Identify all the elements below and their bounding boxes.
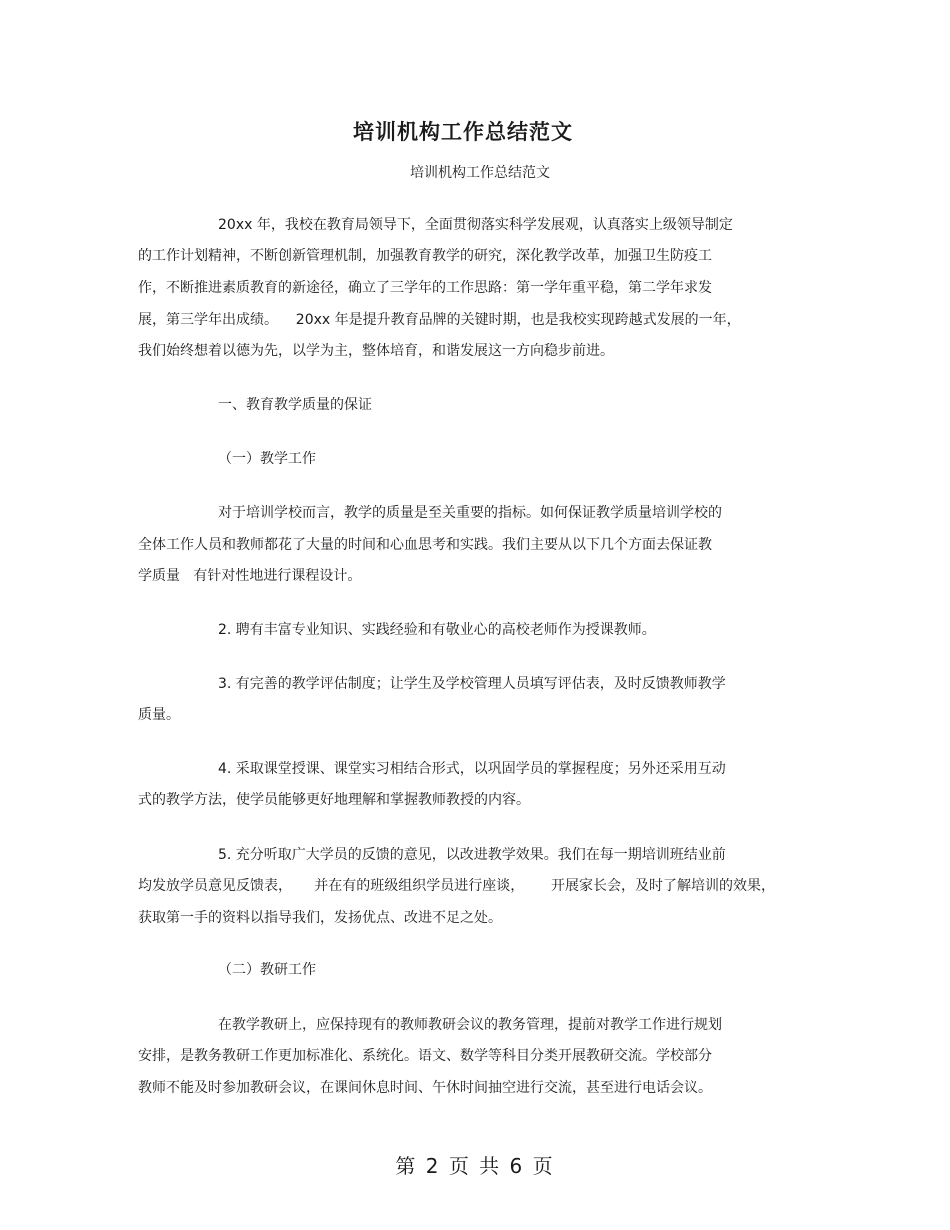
subsection-heading: （二）教研工作	[218, 962, 316, 978]
list-item: 3. 有完善的教学评估制度；让学生及学校管理人员填写评估表，及时反馈教师教学	[218, 676, 726, 692]
paragraph-line: 对于培训学校而言，教学的质量是至关重要的指标。如何保证教学质量培训学校的	[218, 505, 722, 521]
paragraph-line: 全体工作人员和教师都花了大量的时间和心血思考和实践。我们主要从以下几个方面去保证教	[138, 537, 712, 553]
list-item-continuation: 均发放学员意见反馈表， 并在有的班级组织学员进行座谈， 开展家长会，及时了解培训的效果，	[138, 878, 775, 894]
list-item: 2. 聘有丰富专业知识、实践经验和有敬业心的高校老师作为授课教师。	[218, 622, 656, 638]
list-item: 4. 采取课堂授课、课堂实习相结合形式，以巩固学员的掌握程度；另外还采用互动	[218, 761, 726, 777]
subsection-heading: （一）教学工作	[218, 451, 316, 467]
document-subtitle: 培训机构工作总结范文	[410, 165, 550, 181]
section-heading: 一、教育教学质量的保证	[218, 397, 372, 413]
list-item-continuation: 质量。	[138, 707, 180, 723]
paragraph-line: 在教学教研上，应保持现有的教师教研会议的教务管理，提前对教学工作进行规划	[218, 1017, 722, 1033]
paragraph-line: 的工作计划精神，不断创新管理机制，加强教育教学的研究，深化教学改革，加强卫生防疫工	[138, 248, 712, 264]
page-number: 第 2 页 共 6 页	[395, 1154, 555, 1178]
paragraph-line: 20xx 年，我校在教育局领导下，全面贯彻落实科学发展观，认真落实上级领导制定	[218, 217, 733, 233]
paragraph-line: 学质量 有针对性地进行课程设计。	[138, 568, 362, 584]
list-item: 5. 充分听取广大学员的反馈的意见，以改进教学效果。我们在每一期培训班结业前	[218, 847, 726, 863]
document-title: 培训机构工作总结范文	[353, 120, 573, 144]
paragraph-line: 教师不能及时参加教研会议，在课间休息时间、午休时间抽空进行交流，甚至进行电话会议。	[138, 1080, 712, 1096]
paragraph-line: 我们始终想着以德为先，以学为主，整体培育，和谐发展这一方向稳步前进。	[138, 343, 614, 359]
paragraph-line: 展，第三学年出成绩。 20xx 年是提升教育品牌的关键时期，也是我校实现跨越式发展的一年，	[138, 312, 741, 328]
paragraph-line: 作，不断推进素质教育的新途径，确立了三学年的工作思路：第一学年重平稳，第二学年求发	[138, 280, 712, 296]
list-item-continuation: 获取第一手的资料以指导我们，发扬优点、改进不足之处。	[138, 910, 502, 926]
paragraph-line: 安排，是教务教研工作更加标准化、系统化。语文、数学等科目分类开展教研交流。学校部分	[138, 1048, 712, 1064]
list-item-continuation: 式的教学方法，使学员能够更好地理解和掌握教师教授的内容。	[138, 792, 530, 808]
